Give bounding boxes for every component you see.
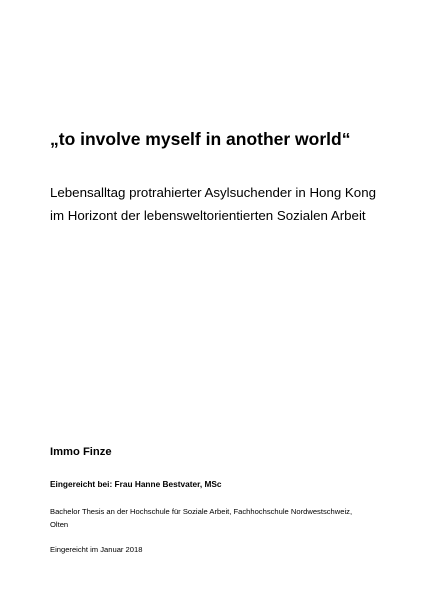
thesis-info-line-1: Bachelor Thesis an der Hochschule für Soziale Arbeit, Fachhochschule Nordwestschweiz, xyxy=(50,507,353,516)
author-name: Immo Finze xyxy=(50,446,112,458)
subtitle-line-1: Lebensalltag protrahierter Asylsuchender in Hong Kong xyxy=(50,185,376,200)
submission-date: Eingereicht im Januar 2018 xyxy=(50,545,143,554)
subtitle-line-2: im Horizont der lebensweltorientierten Sozialen Arbeit xyxy=(50,208,366,223)
thesis-subtitle xyxy=(50,181,400,227)
thesis-institution xyxy=(50,506,390,531)
thesis-title: „to involve myself in another world“ xyxy=(50,129,351,149)
thesis-info-line-2: Olten xyxy=(50,519,69,529)
supervisor-line: Eingereicht bei: Frau Hanne Bestvater, MSc xyxy=(50,479,222,489)
